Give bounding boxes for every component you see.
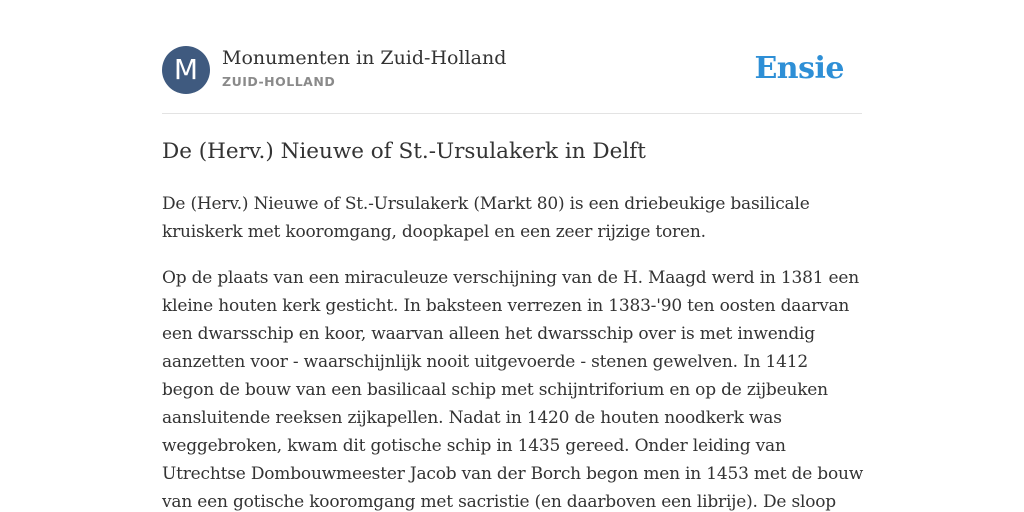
article-paragraph-2 bbox=[162, 264, 862, 512]
paragraph-line: De (Herv.) Nieuwe of St.-Ursulakerk (Markt 80) is een driebeukige basilicale bbox=[162, 194, 810, 214]
collection-subtitle-link[interactable]: ZUID-HOLLAND bbox=[222, 74, 336, 89]
brand-logo[interactable]: Ensie bbox=[754, 51, 844, 86]
paragraph-line: kleine houten kerk gesticht. In baksteen verrezen in 1383-'90 ten oosten daarvan bbox=[162, 296, 850, 316]
paragraph-line: weggebroken, kwam dit gotische schip in 1435 gereed. Onder leiding van bbox=[162, 436, 786, 456]
header-divider bbox=[162, 113, 862, 114]
paragraph-line: Op de plaats van een miraculeuze verschijning van de H. Maagd werd in 1381 een bbox=[162, 268, 860, 288]
article-title: De (Herv.) Nieuwe of St.-Ursulakerk in Delft bbox=[162, 139, 646, 164]
paragraph-line: van een gotische kooromgang met sacristie (en daarboven een librije). De sloop bbox=[162, 492, 836, 512]
article bbox=[162, 136, 862, 512]
page-header bbox=[162, 46, 862, 96]
avatar[interactable]: M bbox=[162, 46, 210, 94]
collection-title-link[interactable]: Monumenten in Zuid-Holland bbox=[222, 47, 507, 69]
paragraph-line: aansluitende reeksen zijkapellen. Nadat in 1420 de houten noodkerk was bbox=[162, 408, 782, 428]
paragraph-line: Utrechtse Dombouwmeester Jacob van der Borch begon men in 1453 met de bouw bbox=[162, 464, 864, 484]
paragraph-line: aanzetten voor - waarschijnlijk nooit uitgevoerde - stenen gewelven. In 1412 bbox=[162, 352, 809, 372]
article-paragraph-1 bbox=[162, 190, 862, 246]
paragraph-line: kruiskerk met kooromgang, doopkapel en een zeer rijzige toren. bbox=[162, 222, 706, 242]
paragraph-line: een dwarsschip en koor, waarvan alleen het dwarsschip over is met inwendig bbox=[162, 324, 815, 344]
paragraph-line: begon de bouw van een basilicaal schip met schijntriforium en op de zijbeuken bbox=[162, 380, 828, 400]
